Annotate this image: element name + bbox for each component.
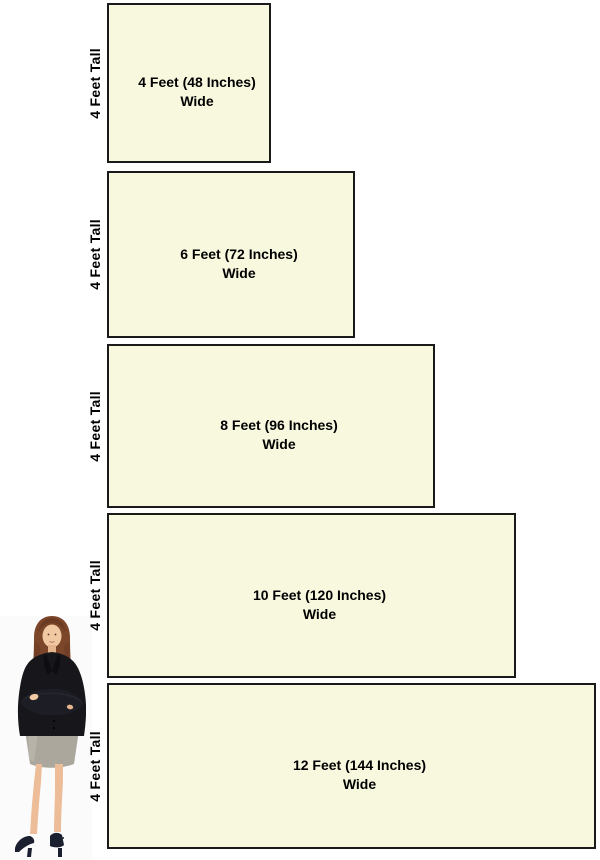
woman-face	[43, 625, 62, 648]
woman-for-scale-image	[4, 612, 86, 858]
width-label-line1: 12 Feet (144 Inches)	[292, 757, 427, 773]
panel-height-label: 4 Feet Tall	[87, 560, 103, 631]
panel-row	[0, 344, 600, 508]
panel-width-label	[138, 73, 256, 111]
panel-height-label: 4 Feet Tall	[87, 219, 103, 290]
width-label-line2: Wide	[302, 605, 337, 622]
panel-rect	[107, 171, 355, 338]
width-label-line2: Wide	[262, 436, 296, 452]
width-label-line2: Wide	[222, 264, 256, 281]
width-label-line1: 8 Feet (96 Inches)	[220, 417, 338, 433]
panel-width-label	[220, 416, 338, 454]
panel-width-label	[293, 756, 426, 794]
panel-row	[0, 171, 600, 338]
height-label-gutter	[0, 171, 105, 338]
width-label-line2: Wide	[180, 93, 214, 109]
panel-rect	[107, 683, 596, 849]
panel-row	[0, 3, 600, 163]
panel-rect	[107, 513, 516, 678]
panel-row	[0, 513, 600, 678]
width-label-line2: Wide	[342, 776, 377, 792]
panel-width-label	[180, 245, 298, 283]
panel-rect	[107, 3, 271, 163]
panel-height-label: 4 Feet Tall	[87, 730, 103, 802]
width-label-line1: 4 Feet (48 Inches)	[138, 74, 256, 90]
width-label-line1: 10 Feet (120 Inches)	[252, 586, 387, 603]
width-label-line1: 6 Feet (72 Inches)	[180, 245, 298, 262]
panel-height-label: 4 Feet Tall	[87, 47, 103, 119]
height-label-gutter	[0, 344, 105, 508]
panel-height-label: 4 Feet Tall	[87, 390, 103, 462]
panel-width-label	[253, 586, 386, 624]
panel-rect	[107, 344, 435, 508]
panel-row	[0, 683, 600, 849]
woman-legs	[30, 764, 42, 834]
height-label-gutter	[0, 3, 105, 163]
